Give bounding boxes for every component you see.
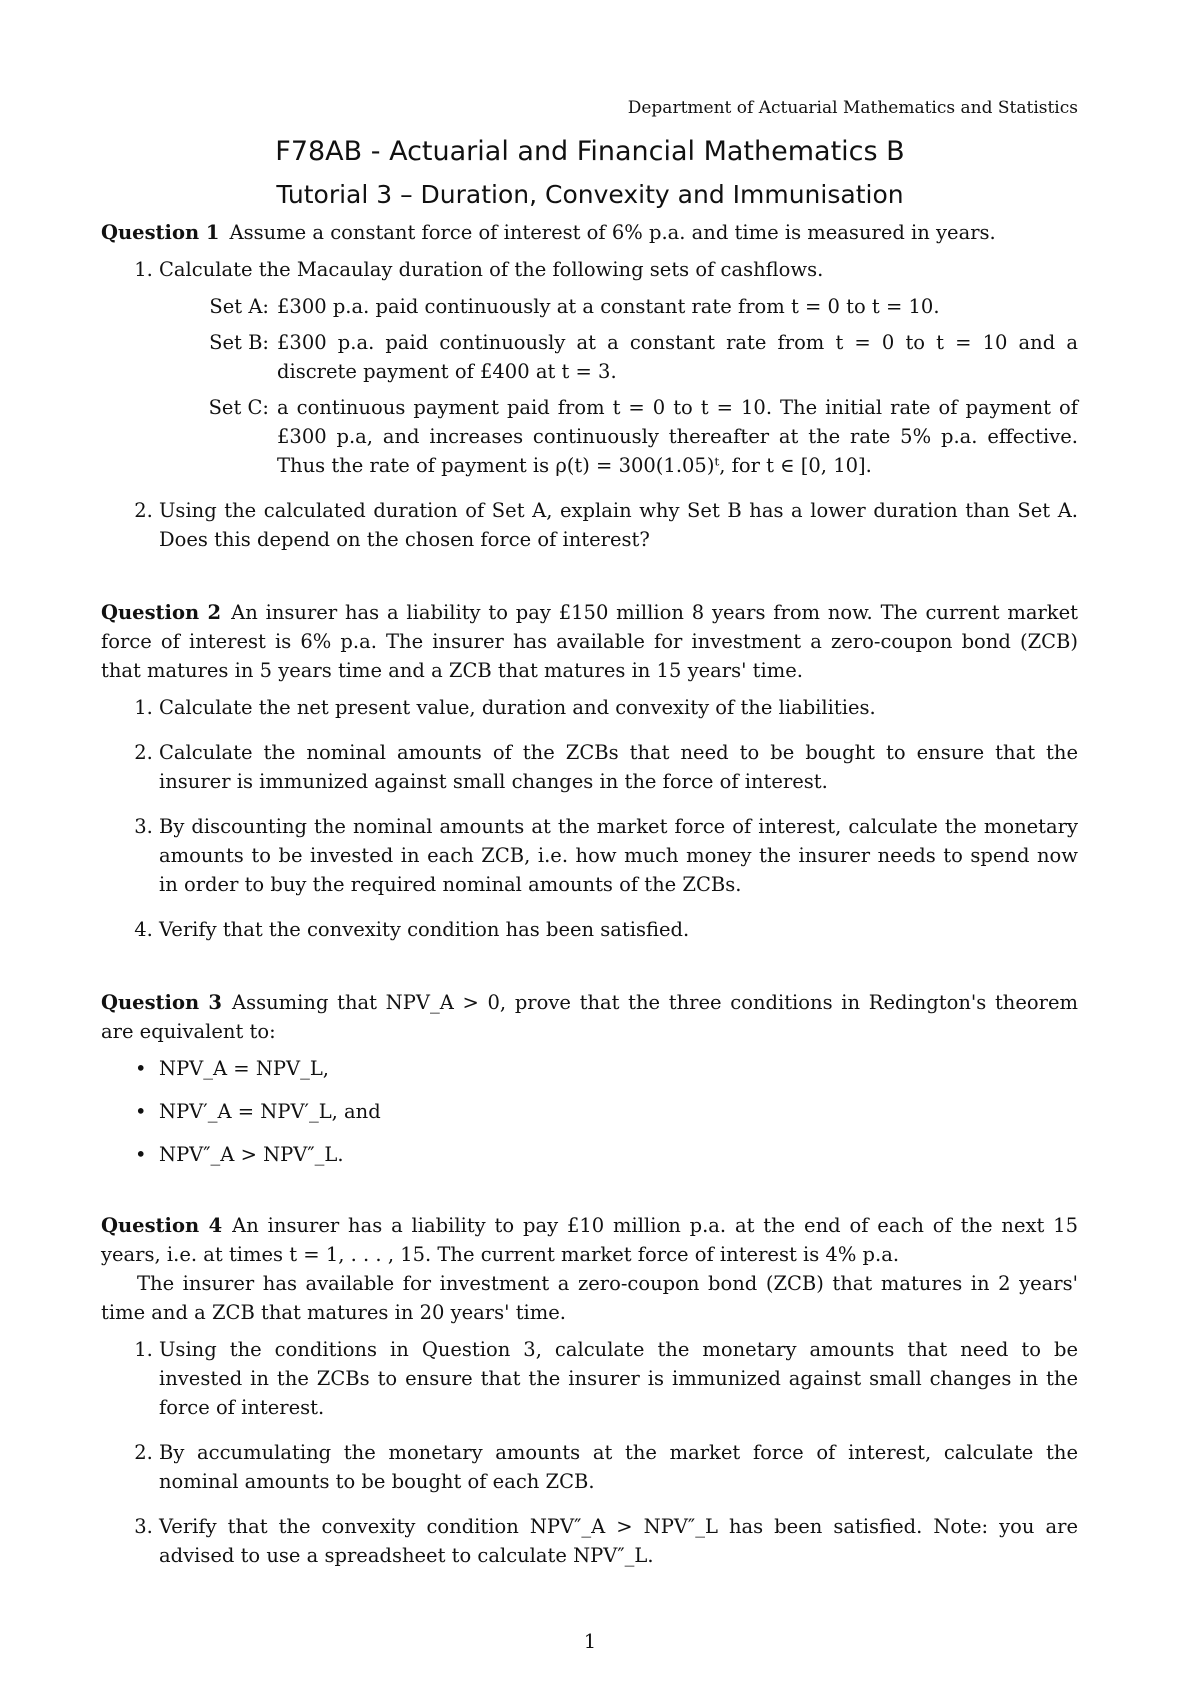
page-number: 1 (583, 1630, 597, 1653)
set-label: Set B: (209, 331, 269, 354)
question-2-heading: Question 2 (101, 601, 222, 624)
question-1 (101, 218, 1078, 554)
department-name: Department of Actuarial Mathematics and Statistics (627, 98, 1078, 118)
list-item (159, 496, 1078, 554)
list-item: 3. By discounting the nominal amounts at the market force of interest, calculate the monetary amounts to be invested in each ZCB, i.e. how much money the insurer needs to spend now in order to buy the required nominal amounts of the ZCBs. (159, 812, 1078, 899)
question-1-intro: Assume a constant force of interest of 6% p.a. and time is measured in years. (229, 221, 996, 244)
set-text: £300 p.a. paid continuously at a constant rate from t = 0 to t = 10 and a discrete payment of £400 at t = 3. (277, 331, 1078, 383)
set-b (191, 328, 1078, 386)
question-4 (101, 1211, 1078, 1570)
list-item: • NPV_A = NPV_L, (159, 1054, 1078, 1083)
question-1-heading: Question 1 (101, 221, 220, 244)
set-text: a continuous payment paid from t = 0 to t = 10. The initial rate of payment of £300 p.a, and increases continuously thereafter at the rate 5% p.a. effective. Thus the rate of payment is ρ(t) = 300(1.05)ᵗ, for t ∈ [0, 10]. (277, 396, 1078, 477)
tutorial-title: Tutorial 3 – Duration, Convexity and Immunisation (276, 180, 904, 209)
list-item: 2. By accumulating the monetary amounts at the market force of interest, calculate the nominal amounts to be bought of each ZCB. (159, 1438, 1078, 1496)
cashflow-sets (191, 292, 1078, 480)
list-item (159, 255, 1078, 480)
question-2-intro: An insurer has a liability to pay £150 million 8 years from now. The current market force of interest is 6% p.a. The insurer has available for investment a zero-coupon bond (ZCB) that matures in 5 years time and a ZCB that matures in 15 years' time. (101, 601, 1078, 682)
set-text: £300 p.a. paid continuously at a constant rate from t = 0 to t = 10. (277, 295, 940, 318)
set-a (191, 292, 1078, 321)
list-item: 1. Using the conditions in Question 3, calculate the monetary amounts that need to be invested in the ZCBs to ensure that the insurer is immunized against small changes in the force of interest. (159, 1335, 1078, 1422)
question-1-item-2: Using the calculated duration of Set A, explain why Set B has a lower duration than Set A. Does this depend on the chosen force of interest? (159, 499, 1078, 551)
list-item: 3. Verify that the convexity condition NPV″_A > NPV″_L has been satisfied. Note: you are advised to use a spreadsheet to calculate NPV″_L. (159, 1512, 1078, 1570)
list-item: 4. Verify that the convexity condition has been satisfied. (159, 915, 1078, 944)
question-3-heading: Question 3 (101, 991, 223, 1014)
question-1-list (101, 255, 1078, 554)
question-3-intro: Assuming that NPV_A > 0, prove that the three conditions in Redington's theorem are equivalent to: (101, 991, 1078, 1043)
question-2 (101, 598, 1078, 944)
set-label: Set C: (208, 396, 269, 419)
question-4-heading: Question 4 (101, 1214, 223, 1237)
question-3-bullets (101, 1054, 1078, 1169)
question-4-intro: An insurer has a liability to pay £10 million p.a. at the end of each of the next 15 years, i.e. at times t = 1, . . . , 15. The current market force of interest is 4% p.a. (101, 1214, 1078, 1266)
question-2-list (101, 693, 1078, 944)
list-item: • NPV″_A > NPV″_L. (159, 1140, 1078, 1169)
question-4-list (101, 1335, 1078, 1570)
question-3 (101, 988, 1078, 1169)
list-item: 2. Calculate the nominal amounts of the ZCBs that need to be bought to ensure that the insurer is immunized against small changes in the force of interest. (159, 738, 1078, 796)
course-title: F78AB - Actuarial and Financial Mathematics B (275, 136, 905, 167)
list-item: • NPV′_A = NPV′_L, and (159, 1097, 1078, 1126)
set-c (191, 393, 1078, 480)
question-1-item-1: Calculate the Macaulay duration of the following sets of cashflows. (159, 258, 824, 281)
tutorial-body (101, 218, 1078, 1586)
list-item: 1. Calculate the net present value, duration and convexity of the liabilities. (159, 693, 1078, 722)
set-label: Set A: (209, 295, 269, 318)
question-4-intro-2: The insurer has available for investment a zero-coupon bond (ZCB) that matures in 2 years' time and a ZCB that matures in 20 years' time. (101, 1272, 1078, 1324)
